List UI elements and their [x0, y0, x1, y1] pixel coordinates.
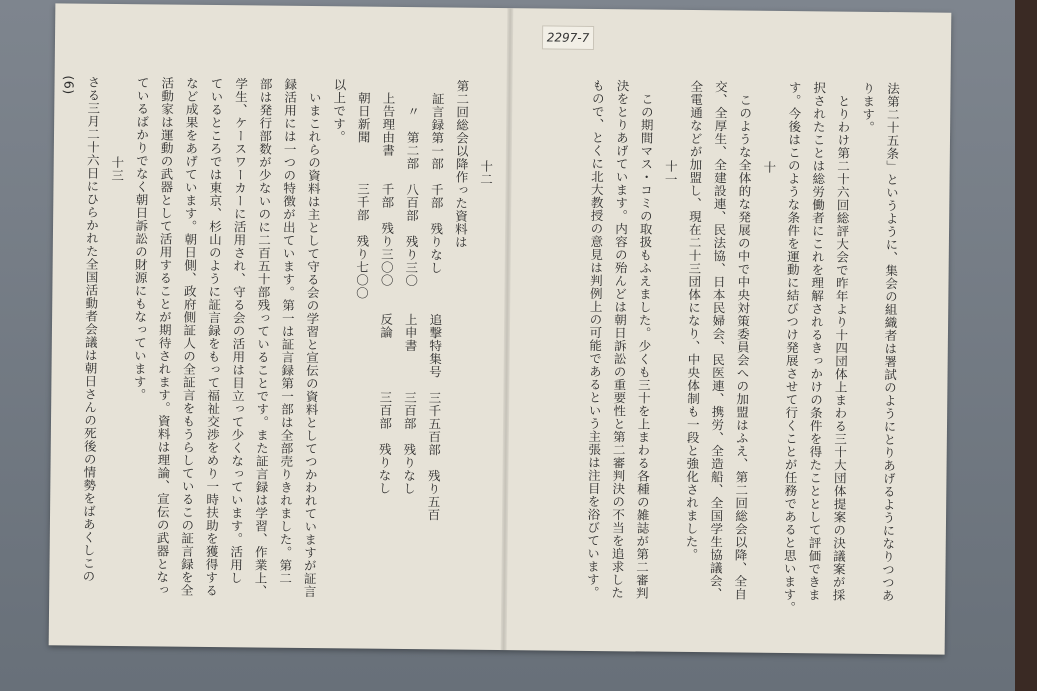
text-line: 以上です。: [331, 78, 348, 144]
text-line: 上告理由書 千部 残り三〇〇 反論 三百部 残りなし: [376, 78, 397, 495]
document-sheet: [49, 3, 952, 654]
page-number: (6): [61, 75, 77, 95]
text-line: 学生、ケースワーカーに活用され、守る会の活用は目立って少くなっています。活用し: [228, 77, 249, 585]
text-line: 証言録第一部 千部 残りなし 追撃特集号 三千五百部 残り五百: [425, 79, 446, 522]
text-line: 法第二十五条」というように、集会の組織者は署試のようにとりあげるようになりつつあ: [880, 82, 901, 603]
text-line: 全電通などが加盟し、現在二十三団体になり、中央体制も一段と強化されました。: [683, 79, 704, 562]
text-line: 活動家は運動の武器として活用することが期待されます。資料は理論、宣伝の武器となっ: [154, 76, 175, 597]
text-line: さる三月二十六日にひらかれた全国活動者会議は朝日さんの死後の情勢をばあくしこの: [80, 75, 102, 583]
section-heading: 十: [761, 160, 777, 174]
page-fold: [501, 8, 514, 650]
text-line: 〃 第二部 八百部 残り三〇 上申書 三百部 残りなし: [401, 79, 421, 496]
text-line: 第二回総会以降作った資料は: [453, 79, 471, 249]
text-line: 交、全厚生、全建設連、民法協、日本民婦会、民医連、携労、全造船、全国学生協議会、: [708, 80, 729, 601]
left-page: [61, 75, 499, 620]
section-heading: 十一: [663, 159, 679, 186]
text-line: 録活用には一つの特徴が出ています。第一は証言録第一部は全部売りきれました。第二: [277, 77, 298, 585]
text-line: 部は発行部数が少ないのに二百五十部残っていることです。また証言録は学習、作業上、: [252, 77, 274, 598]
archive-number-label: 2297-7: [542, 25, 594, 50]
text-line: とりわけ第二十六回総評大会で昨年より十四団体上まわる三十大団体提案の決議案が採: [830, 81, 852, 602]
text-line: ります。: [860, 81, 877, 134]
section-heading: 十三: [109, 155, 125, 183]
text-line: このような全体的な発展の中で中央対策委員会への加盟はふえ、第二回総会以降、全自: [732, 80, 754, 601]
text-line: この期間マス・コミの取扱もふえました。少くも三十を上まわる各種の雑誌が第二審判: [634, 79, 655, 600]
text-line: 択されたことは総労働者にこれを理解されるきっかけの条件を得たこととして評価できま: [806, 81, 827, 602]
text-line: など成果をあげています。朝日側、政府側証人の全証言をもうらしているこの証言録を全: [179, 76, 200, 597]
right-page: [519, 78, 905, 622]
text-line: もので、とくに北大教授の意見は判例上の可能であるという主張は注目を浴びています。: [585, 78, 606, 600]
section-heading: 十二: [478, 159, 494, 186]
table-edge: [1015, 0, 1037, 691]
text-line: ているばかりでなく朝日訴訟の財源にもなっています。: [131, 76, 151, 402]
text-line: ているところでは東京、杉山のように証言録をもって福祉交渉をめり一時扶助を獲得する: [203, 76, 225, 598]
text-line: 朝日新聞 三千部 残り七〇〇: [354, 78, 372, 300]
text-line: す。今後はこのような条件を運動に結びつけ発展させて行くことが任務であると思います。: [781, 80, 803, 615]
text-line: 決をとりあげています。内容の殆んどは朝日訴訟の重要性と第二審判決の不当を追求した: [609, 79, 631, 600]
text-line: いまこれらの資料は主として守る会の学習と宣伝の資料としてつかわれていますが証言: [302, 77, 323, 599]
